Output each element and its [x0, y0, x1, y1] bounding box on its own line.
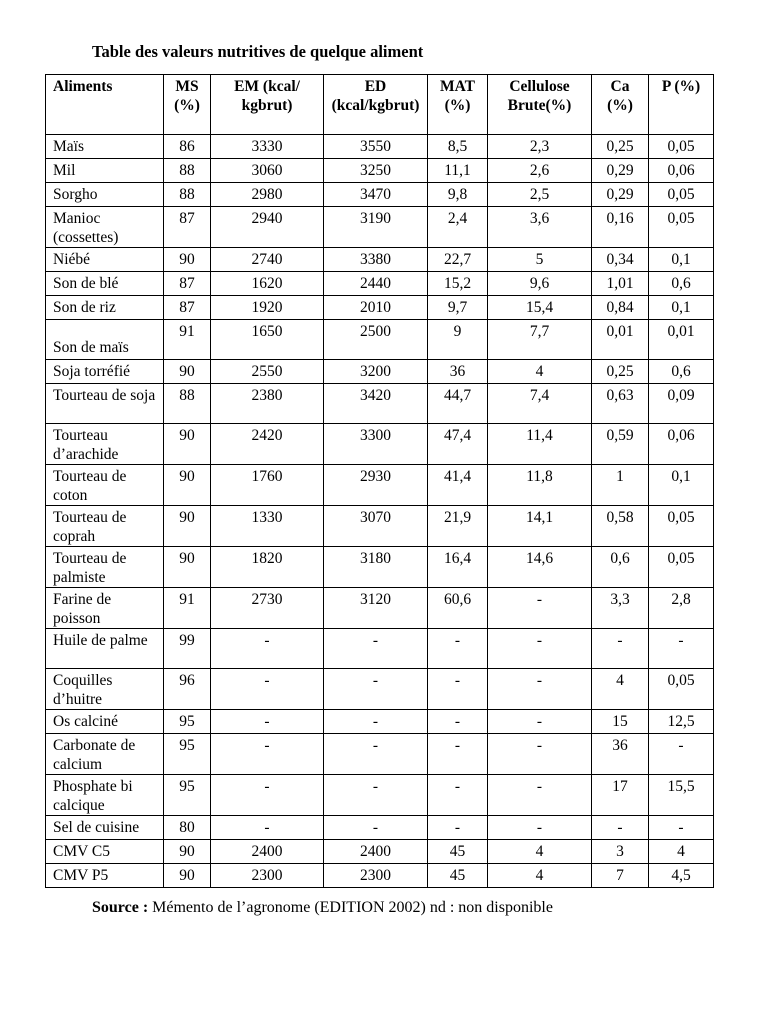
cell-cellulose: - [488, 734, 592, 775]
cell-em: 2420 [211, 424, 324, 465]
cell-name: Huile de palme [46, 629, 164, 669]
cell-p: - [649, 816, 714, 840]
header-mat: MAT (%) [428, 75, 488, 135]
cell-cellulose: 7,4 [488, 384, 592, 424]
cell-ca: 36 [592, 734, 649, 775]
cell-mat: - [428, 816, 488, 840]
cell-ca: 0,34 [592, 248, 649, 272]
table-row [46, 669, 714, 710]
cell-ed: - [324, 629, 428, 669]
cell-p: 12,5 [649, 710, 714, 734]
cell-name: Son de riz [46, 296, 164, 320]
cell-ms: 90 [164, 424, 211, 465]
cell-ed: 2300 [324, 864, 428, 888]
cell-name: Mil [46, 159, 164, 183]
cell-name: Farine de poisson [46, 588, 164, 629]
table-row [46, 506, 714, 547]
cell-ms: 88 [164, 384, 211, 424]
cell-ms: 86 [164, 135, 211, 159]
table-row [46, 296, 714, 320]
cell-em: 2940 [211, 207, 324, 248]
cell-ms: 87 [164, 296, 211, 320]
cell-p: 0,05 [649, 207, 714, 248]
cell-mat: 16,4 [428, 547, 488, 588]
cell-ca: 4 [592, 669, 649, 710]
cell-mat: 44,7 [428, 384, 488, 424]
cell-em: - [211, 734, 324, 775]
cell-name: Soja torréfié [46, 360, 164, 384]
cell-ed: 3300 [324, 424, 428, 465]
cell-em: 1820 [211, 547, 324, 588]
cell-p: 4,5 [649, 864, 714, 888]
cell-name: Sorgho [46, 183, 164, 207]
cell-ms: 90 [164, 506, 211, 547]
cell-em: 2380 [211, 384, 324, 424]
table-row [46, 864, 714, 888]
cell-ed: 3380 [324, 248, 428, 272]
table-row [46, 629, 714, 669]
header-em: EM (kcal/ kgbrut) [211, 75, 324, 135]
cell-ca: 0,25 [592, 360, 649, 384]
cell-mat: - [428, 734, 488, 775]
cell-ms: 90 [164, 840, 211, 864]
cell-ca: - [592, 629, 649, 669]
cell-p: 0,05 [649, 183, 714, 207]
cell-p: 0,1 [649, 248, 714, 272]
source-note [92, 899, 553, 917]
cell-mat: 21,9 [428, 506, 488, 547]
cell-ed: 3120 [324, 588, 428, 629]
cell-name: Carbonate de calcium [46, 734, 164, 775]
cell-em: 2550 [211, 360, 324, 384]
cell-em: 1920 [211, 296, 324, 320]
cell-p: 0,06 [649, 159, 714, 183]
cell-cellulose: 4 [488, 864, 592, 888]
cell-em: - [211, 775, 324, 816]
table-title: Table des valeurs nutritives de quelque aliment [92, 42, 424, 61]
cell-mat: 8,5 [428, 135, 488, 159]
cell-mat: 15,2 [428, 272, 488, 296]
cell-ca: 0,29 [592, 159, 649, 183]
cell-name: Tourteau de coton [46, 465, 164, 506]
cell-p: 15,5 [649, 775, 714, 816]
cell-name: CMV C5 [46, 840, 164, 864]
cell-em: - [211, 816, 324, 840]
cell-p: 2,8 [649, 588, 714, 629]
cell-cellulose: 11,4 [488, 424, 592, 465]
cell-ca: 0,6 [592, 547, 649, 588]
cell-ca: 7 [592, 864, 649, 888]
cell-ed: 2440 [324, 272, 428, 296]
cell-ed: 3420 [324, 384, 428, 424]
header-ca: Ca (%) [592, 75, 649, 135]
cell-em: 1650 [211, 320, 324, 360]
cell-p: - [649, 629, 714, 669]
cell-name: Phosphate bi calcique [46, 775, 164, 816]
table-row [46, 360, 714, 384]
cell-cellulose: - [488, 710, 592, 734]
table-row [46, 710, 714, 734]
cell-cellulose: 9,6 [488, 272, 592, 296]
cell-ed: - [324, 710, 428, 734]
cell-mat: 41,4 [428, 465, 488, 506]
cell-mat: - [428, 669, 488, 710]
cell-ms: 96 [164, 669, 211, 710]
cell-em: 2400 [211, 840, 324, 864]
cell-cellulose: - [488, 629, 592, 669]
cell-cellulose: 7,7 [488, 320, 592, 360]
table-row [46, 320, 714, 360]
source-label: Source : [92, 899, 149, 916]
cell-em: 1760 [211, 465, 324, 506]
cell-p: 0,05 [649, 669, 714, 710]
cell-mat: 9,8 [428, 183, 488, 207]
cell-p: 0,6 [649, 272, 714, 296]
cell-name: Tourteau d’arachide [46, 424, 164, 465]
cell-p: 0,1 [649, 296, 714, 320]
cell-ms: 95 [164, 710, 211, 734]
cell-ca: 0,16 [592, 207, 649, 248]
cell-ed: - [324, 816, 428, 840]
cell-ms: 95 [164, 775, 211, 816]
header-cellulose: Cellulose Brute(%) [488, 75, 592, 135]
cell-p: - [649, 734, 714, 775]
cell-mat: - [428, 629, 488, 669]
table-row [46, 248, 714, 272]
cell-name: Tourteau de palmiste [46, 547, 164, 588]
cell-ed: 3250 [324, 159, 428, 183]
cell-ca: 0,58 [592, 506, 649, 547]
cell-ca: 0,59 [592, 424, 649, 465]
cell-ca: 0,63 [592, 384, 649, 424]
cell-name: Son de maïs [46, 320, 164, 360]
cell-ca: 1,01 [592, 272, 649, 296]
cell-ed: - [324, 775, 428, 816]
cell-mat: 2,4 [428, 207, 488, 248]
nutrition-table [45, 74, 714, 888]
cell-ed: 3470 [324, 183, 428, 207]
cell-ed: - [324, 734, 428, 775]
cell-name: Son de blé [46, 272, 164, 296]
cell-cellulose: 15,4 [488, 296, 592, 320]
cell-p: 0,05 [649, 547, 714, 588]
cell-cellulose: 14,6 [488, 547, 592, 588]
cell-ms: 87 [164, 207, 211, 248]
cell-mat: 9,7 [428, 296, 488, 320]
cell-mat: 36 [428, 360, 488, 384]
cell-ed: 2010 [324, 296, 428, 320]
cell-ms: 91 [164, 320, 211, 360]
cell-em: 2730 [211, 588, 324, 629]
cell-em: 2300 [211, 864, 324, 888]
cell-p: 0,6 [649, 360, 714, 384]
cell-mat: 47,4 [428, 424, 488, 465]
cell-ca: 15 [592, 710, 649, 734]
cell-ms: 99 [164, 629, 211, 669]
cell-ms: 88 [164, 183, 211, 207]
cell-mat: - [428, 775, 488, 816]
cell-ed: 3550 [324, 135, 428, 159]
cell-ed: 2500 [324, 320, 428, 360]
cell-name: Maïs [46, 135, 164, 159]
cell-ca: 0,01 [592, 320, 649, 360]
cell-mat: 45 [428, 840, 488, 864]
cell-ed: 2930 [324, 465, 428, 506]
cell-cellulose: 4 [488, 840, 592, 864]
cell-ca: - [592, 816, 649, 840]
table-row [46, 424, 714, 465]
cell-ms: 90 [164, 248, 211, 272]
cell-ms: 90 [164, 547, 211, 588]
cell-p: 0,05 [649, 135, 714, 159]
cell-ca: 0,29 [592, 183, 649, 207]
cell-ca: 0,25 [592, 135, 649, 159]
cell-cellulose: - [488, 669, 592, 710]
cell-name: Coquilles d’huitre [46, 669, 164, 710]
cell-ed: 2400 [324, 840, 428, 864]
cell-ms: 80 [164, 816, 211, 840]
cell-ca: 0,84 [592, 296, 649, 320]
cell-ca: 3,3 [592, 588, 649, 629]
cell-name: Niébé [46, 248, 164, 272]
cell-cellulose: 5 [488, 248, 592, 272]
cell-ed: 3200 [324, 360, 428, 384]
cell-ed: - [324, 669, 428, 710]
cell-cellulose: - [488, 588, 592, 629]
cell-ms: 90 [164, 465, 211, 506]
cell-ms: 95 [164, 734, 211, 775]
table-row [46, 207, 714, 248]
cell-name: CMV P5 [46, 864, 164, 888]
table-row [46, 816, 714, 840]
cell-mat: - [428, 710, 488, 734]
cell-cellulose: 14,1 [488, 506, 592, 547]
cell-em: 2740 [211, 248, 324, 272]
cell-em: 3060 [211, 159, 324, 183]
cell-em: 1620 [211, 272, 324, 296]
cell-em: 3330 [211, 135, 324, 159]
cell-name: Tourteau de coprah [46, 506, 164, 547]
header-row [46, 75, 714, 135]
header-aliments: Aliments [46, 75, 164, 135]
cell-name: Tourteau de soja [46, 384, 164, 424]
cell-mat: 9 [428, 320, 488, 360]
cell-cellulose: 2,6 [488, 159, 592, 183]
cell-ms: 90 [164, 864, 211, 888]
cell-p: 0,1 [649, 465, 714, 506]
cell-p: 0,09 [649, 384, 714, 424]
cell-em: 2980 [211, 183, 324, 207]
cell-mat: 11,1 [428, 159, 488, 183]
table-row [46, 159, 714, 183]
header-p: P (%) [649, 75, 714, 135]
cell-name: Manioc (cossettes) [46, 207, 164, 248]
cell-ed: 3180 [324, 547, 428, 588]
table-row [46, 588, 714, 629]
cell-mat: 45 [428, 864, 488, 888]
cell-ed: 3190 [324, 207, 428, 248]
cell-ms: 88 [164, 159, 211, 183]
table-row [46, 775, 714, 816]
cell-cellulose: - [488, 775, 592, 816]
cell-p: 0,05 [649, 506, 714, 547]
table-row [46, 547, 714, 588]
cell-ms: 87 [164, 272, 211, 296]
cell-cellulose: - [488, 816, 592, 840]
cell-ms: 91 [164, 588, 211, 629]
cell-cellulose: 2,3 [488, 135, 592, 159]
cell-em: - [211, 710, 324, 734]
source-text: Mémento de l’agronome (EDITION 2002) nd : non disponible [152, 899, 553, 916]
cell-ca: 3 [592, 840, 649, 864]
table-row [46, 840, 714, 864]
cell-cellulose: 3,6 [488, 207, 592, 248]
table-row [46, 183, 714, 207]
cell-cellulose: 11,8 [488, 465, 592, 506]
cell-cellulose: 2,5 [488, 183, 592, 207]
cell-p: 0,06 [649, 424, 714, 465]
header-ed: ED (kcal/kgbrut) [324, 75, 428, 135]
cell-ms: 90 [164, 360, 211, 384]
cell-ed: 3070 [324, 506, 428, 547]
cell-ca: 17 [592, 775, 649, 816]
cell-name: Sel de cuisine [46, 816, 164, 840]
table-row [46, 272, 714, 296]
table-row [46, 135, 714, 159]
cell-mat: 22,7 [428, 248, 488, 272]
table-row [46, 384, 714, 424]
cell-em: - [211, 629, 324, 669]
table-row [46, 465, 714, 506]
cell-mat: 60,6 [428, 588, 488, 629]
cell-cellulose: 4 [488, 360, 592, 384]
cell-name: Os calciné [46, 710, 164, 734]
header-ms: MS (%) [164, 75, 211, 135]
cell-p: 0,01 [649, 320, 714, 360]
cell-ca: 1 [592, 465, 649, 506]
cell-em: - [211, 669, 324, 710]
cell-em: 1330 [211, 506, 324, 547]
cell-p: 4 [649, 840, 714, 864]
table-row [46, 734, 714, 775]
